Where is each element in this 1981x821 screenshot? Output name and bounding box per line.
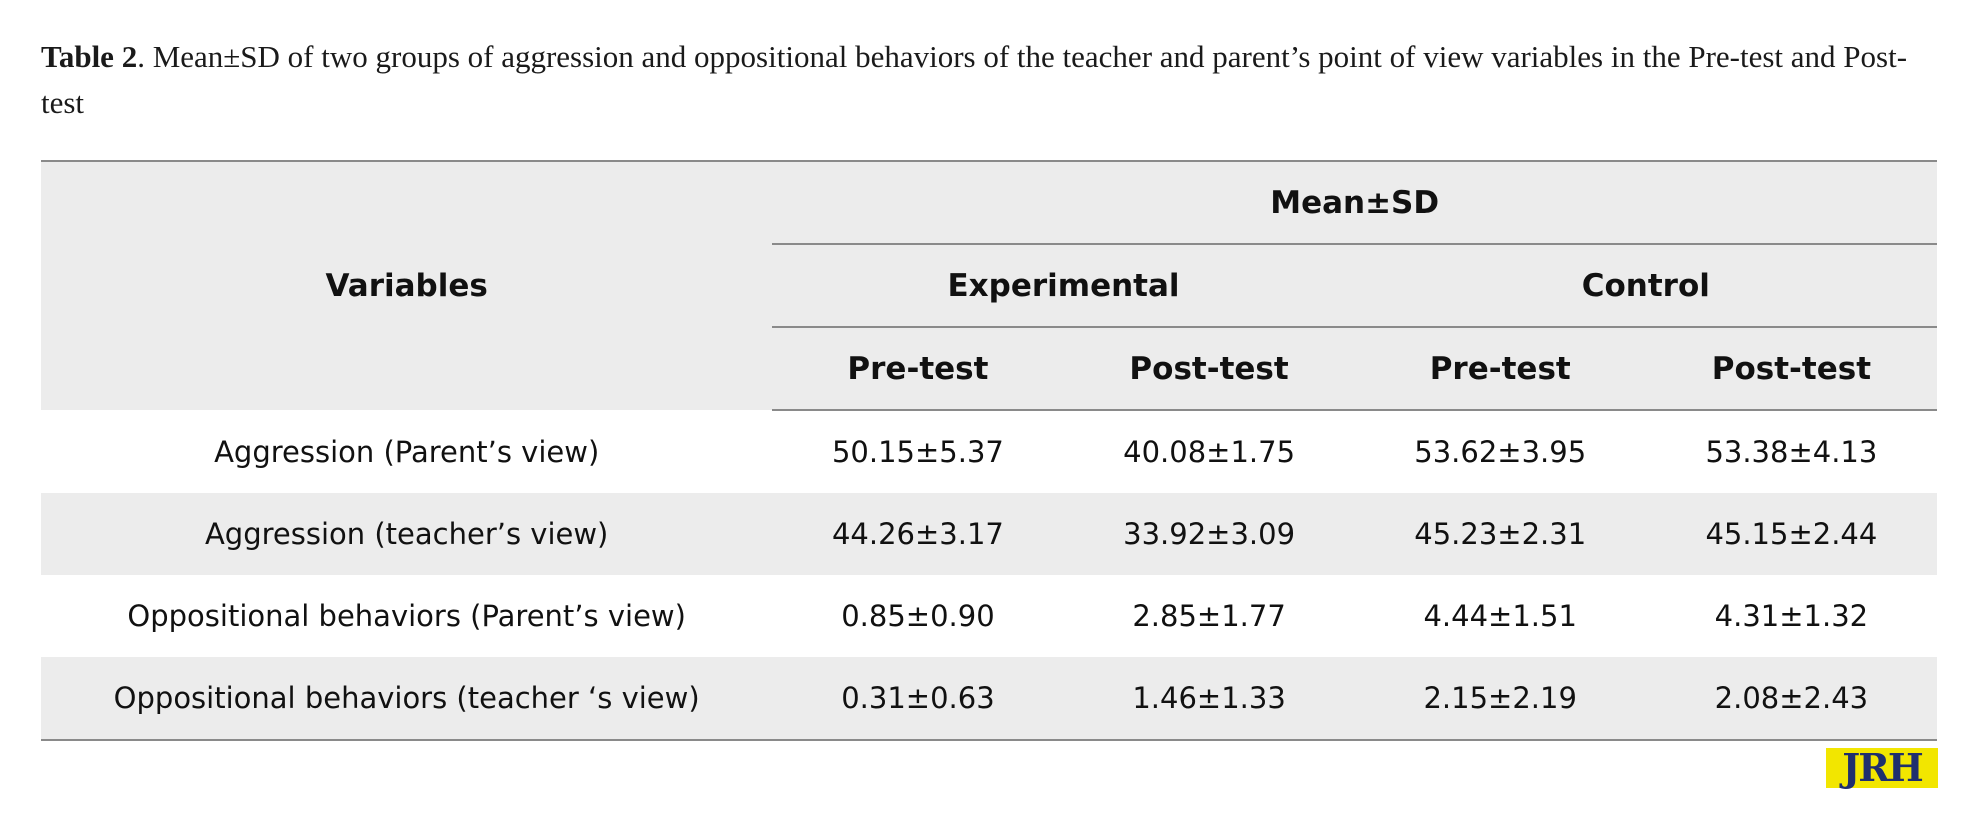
- value-cell: 2.85±1.77: [1132, 599, 1286, 633]
- results-table: [41, 160, 1937, 741]
- control-pretest-header: Pre-test: [1355, 327, 1646, 410]
- value-cell: 40.08±1.75: [1123, 435, 1296, 469]
- value-cell: 4.44±1.51: [1423, 599, 1577, 633]
- value-cell: 2.08±2.43: [1646, 657, 1937, 740]
- value-cell: 1.46±1.33: [1064, 657, 1355, 740]
- value-cell: 45.23±2.31: [1355, 493, 1646, 575]
- value-cell: 0.31±0.63: [772, 657, 1063, 740]
- variable-cell: Oppositional behaviors (Parent’s view): [127, 599, 686, 633]
- value-cell: 45.15±2.44: [1646, 493, 1937, 575]
- variables-header: Variables: [41, 161, 772, 410]
- value-cell: 53.38±4.13: [1705, 435, 1878, 469]
- control-posttest-header: Post-test: [1646, 327, 1937, 410]
- variable-cell: Aggression (Parent’s view): [214, 434, 600, 469]
- control-group-header: Control: [1355, 244, 1937, 327]
- variable-cell: Aggression (teacher’s view): [41, 493, 772, 575]
- value-cell: 44.26±3.17: [772, 493, 1063, 575]
- experimental-posttest-header: Post-test: [1064, 327, 1355, 410]
- jrh-logo: [1826, 745, 1938, 790]
- experimental-group-header: Experimental: [772, 244, 1354, 327]
- value-cell: 53.62±3.95: [1414, 435, 1587, 469]
- value-cell: 4.31±1.32: [1714, 599, 1869, 633]
- table-label: Table 2: [41, 39, 138, 74]
- meansd-header: Mean±SD: [772, 161, 1937, 244]
- value-cell: 33.92±3.09: [1064, 493, 1355, 575]
- table-row: [41, 657, 1937, 740]
- jrh-logo-text: JRH: [1842, 745, 1922, 790]
- variable-cell: Oppositional behaviors (teacher ‘s view): [41, 657, 772, 740]
- table-caption-text: . Mean±SD of two groups of aggression and oppositional behaviors of the teacher and parent’s point of view variables in the Pre-test and Post-test: [41, 39, 1908, 120]
- value-cell: 2.15±2.19: [1355, 657, 1646, 740]
- table-row: [41, 410, 1937, 493]
- value-cell: 0.85±0.90: [841, 599, 995, 633]
- value-cell: 50.15±5.37: [831, 435, 1004, 469]
- table-row: [41, 575, 1937, 657]
- table-caption: [41, 34, 1941, 126]
- experimental-pretest-header: Pre-test: [772, 327, 1063, 410]
- table-row: [41, 493, 1937, 575]
